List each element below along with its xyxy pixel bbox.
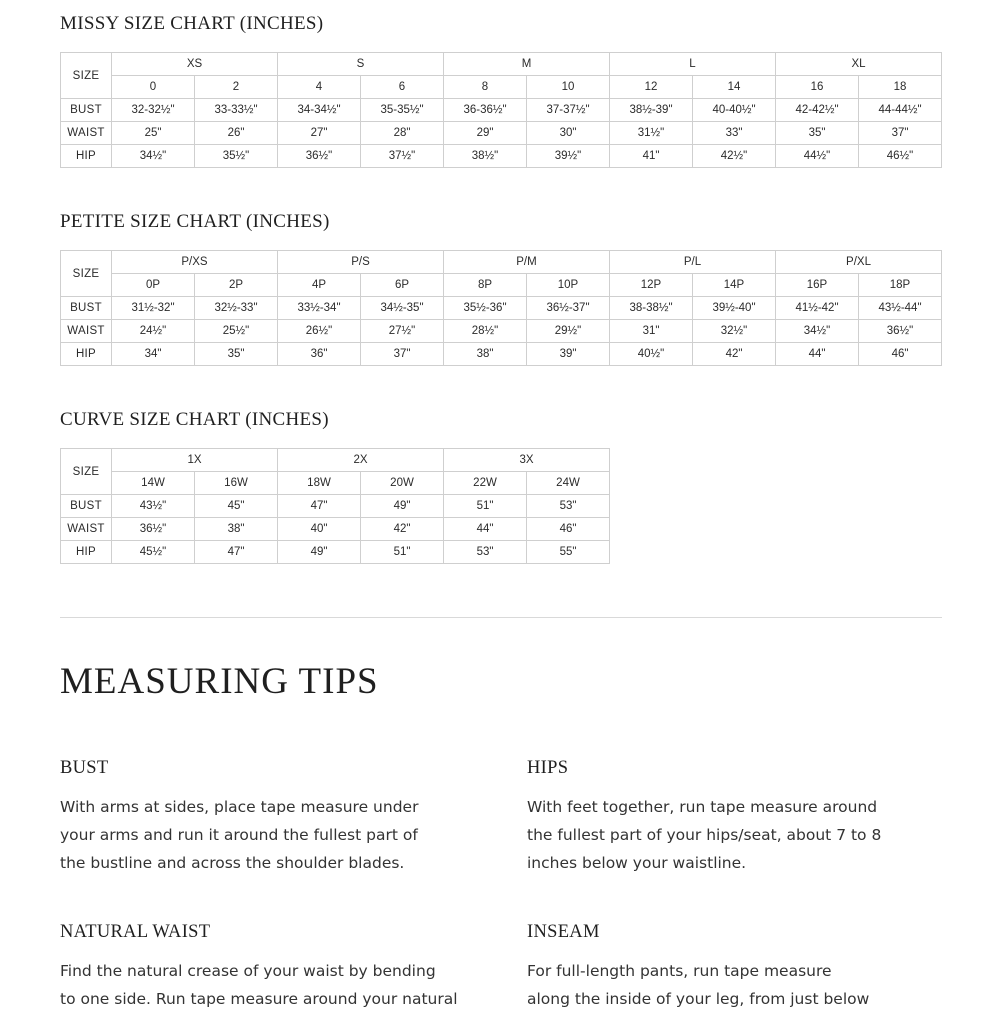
measurement-cell: 37-37½" xyxy=(527,99,610,122)
measurement-cell: 44-44½" xyxy=(859,99,942,122)
group-header: P/L xyxy=(610,251,776,274)
size-number: 10P xyxy=(527,274,610,297)
size-number: 0 xyxy=(112,76,195,99)
measurement-cell: 43½" xyxy=(112,495,195,518)
hip-row xyxy=(61,541,610,564)
size-number: 10 xyxy=(527,76,610,99)
size-number: 2 xyxy=(195,76,278,99)
row-label: BUST xyxy=(61,495,112,518)
measurement-cell: 25" xyxy=(112,122,195,145)
measurement-cell: 38½" xyxy=(444,145,527,168)
measurement-cell: 46" xyxy=(859,343,942,366)
group-header: 2X xyxy=(278,449,444,472)
measurement-cell: 36-36½" xyxy=(444,99,527,122)
measurement-cell: 35-35½" xyxy=(361,99,444,122)
measurement-cell: 35½" xyxy=(195,145,278,168)
measurement-cell: 25½" xyxy=(195,320,278,343)
measurement-cell: 38-38½" xyxy=(610,297,693,320)
measurement-cell: 27½" xyxy=(361,320,444,343)
curve-size-table xyxy=(60,448,610,564)
measurement-cell: 31" xyxy=(610,320,693,343)
group-header: P/S xyxy=(278,251,444,274)
measurement-cell: 55" xyxy=(527,541,610,564)
group-header: L xyxy=(610,53,776,76)
group-header: XS xyxy=(112,53,278,76)
size-number: 24W xyxy=(527,472,610,495)
group-header-row xyxy=(61,251,942,274)
measurement-cell: 37" xyxy=(859,122,942,145)
size-number: 14P xyxy=(693,274,776,297)
measurement-cell: 32½" xyxy=(693,320,776,343)
tip-line: along the inside of your leg, from just below xyxy=(527,990,870,1008)
size-number: 14W xyxy=(112,472,195,495)
measurement-cell: 40½" xyxy=(610,343,693,366)
measurement-cell: 33-33½" xyxy=(195,99,278,122)
petite-chart-title: PETITE SIZE CHART (INCHES) xyxy=(60,211,330,232)
curve-chart-title: CURVE SIZE CHART (INCHES) xyxy=(60,409,329,430)
row-label: BUST xyxy=(61,297,112,320)
measurement-cell: 37" xyxy=(361,343,444,366)
measurement-cell: 32-32½" xyxy=(112,99,195,122)
row-label: WAIST xyxy=(61,518,112,541)
petite-size-table xyxy=(60,250,942,366)
measurement-cell: 40-40½" xyxy=(693,99,776,122)
size-number-row xyxy=(61,274,942,297)
measurement-cell: 30" xyxy=(527,122,610,145)
size-number: 4 xyxy=(278,76,361,99)
measurement-cell: 36½" xyxy=(278,145,361,168)
measurement-cell: 36½" xyxy=(112,518,195,541)
bust-row xyxy=(61,495,610,518)
measurement-cell: 51" xyxy=(361,541,444,564)
measurement-cell: 34-34½" xyxy=(278,99,361,122)
measurement-cell: 39½-40" xyxy=(693,297,776,320)
measurement-cell: 29" xyxy=(444,122,527,145)
size-number: 14 xyxy=(693,76,776,99)
size-number: 16P xyxy=(776,274,859,297)
size-number: 18P xyxy=(859,274,942,297)
measurement-cell: 38" xyxy=(195,518,278,541)
tip-title: HIPS xyxy=(527,758,569,778)
size-label: SIZE xyxy=(61,251,112,297)
size-number: 12 xyxy=(610,76,693,99)
bust-row xyxy=(61,99,942,122)
tip-line: the bustline and across the shoulder blades. xyxy=(60,854,405,872)
group-header-row xyxy=(61,449,610,472)
waist-row xyxy=(61,122,942,145)
group-header: P/XL xyxy=(776,251,942,274)
measurement-cell: 36½-37" xyxy=(527,297,610,320)
measurement-cell: 49" xyxy=(278,541,361,564)
measurement-cell: 46" xyxy=(527,518,610,541)
measurement-cell: 28" xyxy=(361,122,444,145)
size-number: 4P xyxy=(278,274,361,297)
group-header: P/XS xyxy=(112,251,278,274)
tip-inseam xyxy=(527,922,947,1013)
tip-line: your arms and run it around the fullest part of xyxy=(60,826,418,844)
hip-row xyxy=(61,145,942,168)
measurement-cell: 35" xyxy=(776,122,859,145)
tip-body xyxy=(60,957,480,1013)
measurement-cell: 34" xyxy=(112,343,195,366)
bust-row xyxy=(61,297,942,320)
tip-title: NATURAL WAIST xyxy=(60,922,211,942)
row-label: HIP xyxy=(61,343,112,366)
measurement-cell: 51" xyxy=(444,495,527,518)
size-number: 8 xyxy=(444,76,527,99)
tip-line: the fullest part of your hips/seat, about 7 to 8 xyxy=(527,826,882,844)
group-header-row xyxy=(61,53,942,76)
measurement-cell: 41½-42" xyxy=(776,297,859,320)
measurement-cell: 45½" xyxy=(112,541,195,564)
size-number: 20W xyxy=(361,472,444,495)
measurement-cell: 28½" xyxy=(444,320,527,343)
measurement-cell: 29½" xyxy=(527,320,610,343)
measurement-cell: 42½" xyxy=(693,145,776,168)
group-header: M xyxy=(444,53,610,76)
group-header: P/M xyxy=(444,251,610,274)
measurement-cell: 36" xyxy=(278,343,361,366)
tip-body xyxy=(527,793,947,877)
measurement-cell: 42-42½" xyxy=(776,99,859,122)
waist-row xyxy=(61,518,610,541)
measurement-cell: 42" xyxy=(361,518,444,541)
size-label: SIZE xyxy=(61,53,112,99)
missy-size-table xyxy=(60,52,942,168)
size-number: 0P xyxy=(112,274,195,297)
measurement-cell: 38" xyxy=(444,343,527,366)
tip-title: BUST xyxy=(60,758,109,778)
size-number-row xyxy=(61,472,610,495)
measurement-cell: 32½-33" xyxy=(195,297,278,320)
measurement-cell: 34½" xyxy=(776,320,859,343)
group-header: 3X xyxy=(444,449,610,472)
measurement-cell: 31½" xyxy=(610,122,693,145)
measurement-cell: 39½" xyxy=(527,145,610,168)
measurement-cell: 46½" xyxy=(859,145,942,168)
row-label: BUST xyxy=(61,99,112,122)
measurement-cell: 38½-39" xyxy=(610,99,693,122)
size-number: 2P xyxy=(195,274,278,297)
group-header: 1X xyxy=(112,449,278,472)
measurement-cell: 47" xyxy=(195,541,278,564)
tip-line: For full-length pants, run tape measure xyxy=(527,962,832,980)
measurement-cell: 53" xyxy=(444,541,527,564)
measurement-cell: 33½-34" xyxy=(278,297,361,320)
size-number: 6 xyxy=(361,76,444,99)
measurement-cell: 37½" xyxy=(361,145,444,168)
tip-line: With feet together, run tape measure around xyxy=(527,798,878,816)
measurement-cell: 53" xyxy=(527,495,610,518)
group-header: S xyxy=(278,53,444,76)
size-number: 8P xyxy=(444,274,527,297)
tip-hips xyxy=(527,758,947,877)
measurement-cell: 34½" xyxy=(112,145,195,168)
size-number: 18 xyxy=(859,76,942,99)
measurement-cell: 44" xyxy=(444,518,527,541)
group-header: XL xyxy=(776,53,942,76)
row-label: HIP xyxy=(61,541,112,564)
size-number: 16W xyxy=(195,472,278,495)
measuring-tips-heading: MEASURING TIPS xyxy=(60,661,379,702)
tip-natural-waist xyxy=(60,922,480,1013)
tip-title: INSEAM xyxy=(527,922,600,942)
waist-row xyxy=(61,320,942,343)
row-label: HIP xyxy=(61,145,112,168)
tip-bust xyxy=(60,758,480,877)
size-number: 22W xyxy=(444,472,527,495)
measurement-cell: 39" xyxy=(527,343,610,366)
section-divider xyxy=(60,617,942,618)
measurement-cell: 24½" xyxy=(112,320,195,343)
measurement-cell: 47" xyxy=(278,495,361,518)
measurement-cell: 27" xyxy=(278,122,361,145)
measurement-cell: 42" xyxy=(693,343,776,366)
size-number: 12P xyxy=(610,274,693,297)
measurement-cell: 45" xyxy=(195,495,278,518)
tip-line: inches below your waistline. xyxy=(527,854,747,872)
row-label: WAIST xyxy=(61,320,112,343)
tip-line: to one side. Run tape measure around your natural xyxy=(60,990,458,1008)
measurement-cell: 41" xyxy=(610,145,693,168)
tip-line: With arms at sides, place tape measure under xyxy=(60,798,419,816)
measurement-cell: 26" xyxy=(195,122,278,145)
size-label: SIZE xyxy=(61,449,112,495)
tip-body xyxy=(60,793,480,877)
measurement-cell: 35½-36" xyxy=(444,297,527,320)
measurement-cell: 35" xyxy=(195,343,278,366)
measurement-cell: 34½-35" xyxy=(361,297,444,320)
row-label: WAIST xyxy=(61,122,112,145)
measurement-cell: 49" xyxy=(361,495,444,518)
measurement-cell: 43½-44" xyxy=(859,297,942,320)
missy-chart-title: MISSY SIZE CHART (INCHES) xyxy=(60,13,324,34)
measurement-cell: 26½" xyxy=(278,320,361,343)
size-number-row xyxy=(61,76,942,99)
measurement-cell: 44½" xyxy=(776,145,859,168)
measurement-cell: 31½-32" xyxy=(112,297,195,320)
measurement-cell: 33" xyxy=(693,122,776,145)
size-number: 6P xyxy=(361,274,444,297)
tip-line: Find the natural crease of your waist by bending xyxy=(60,962,436,980)
size-number: 18W xyxy=(278,472,361,495)
hip-row xyxy=(61,343,942,366)
size-number: 16 xyxy=(776,76,859,99)
measurement-cell: 36½" xyxy=(859,320,942,343)
measurement-cell: 40" xyxy=(278,518,361,541)
measurement-cell: 44" xyxy=(776,343,859,366)
tip-body xyxy=(527,957,947,1013)
